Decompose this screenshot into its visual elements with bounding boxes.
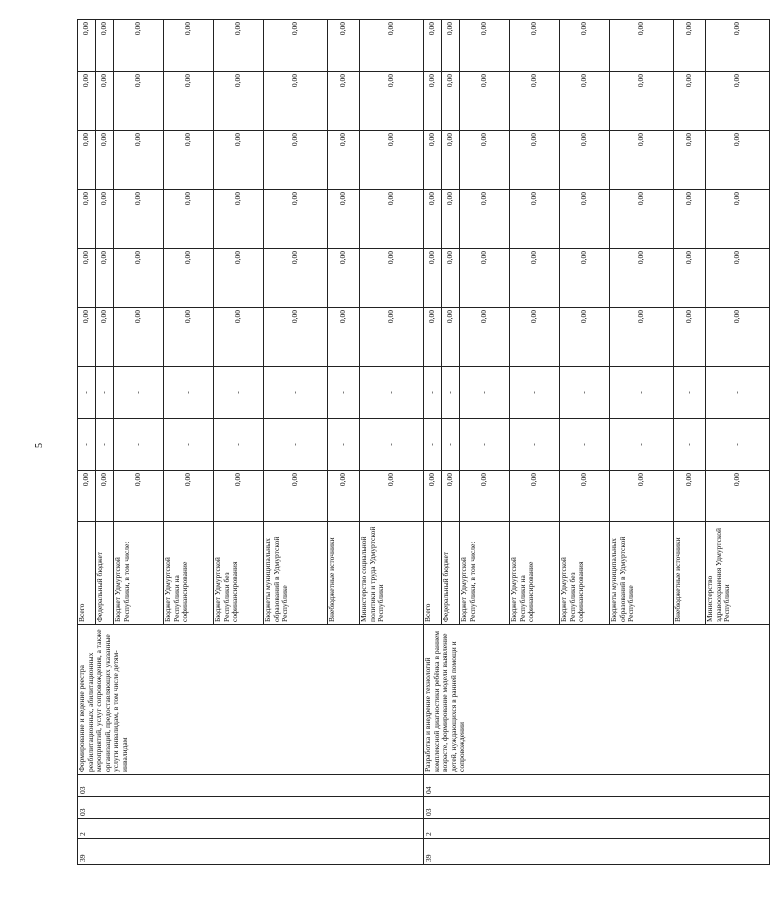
value-cell: 0,00 xyxy=(264,471,328,522)
value-cell: 0,00 xyxy=(674,190,706,249)
value-cell: 0,00 xyxy=(560,20,610,72)
value-cell: 0,00 xyxy=(328,190,360,249)
value-cell: 0,00 xyxy=(214,471,264,522)
value-cell: - xyxy=(442,419,460,471)
value-cell: 0,00 xyxy=(706,308,770,367)
value-cell: - xyxy=(164,367,214,419)
value-cell: 0,00 xyxy=(328,20,360,72)
value-cell: - xyxy=(264,419,328,471)
value-cell: 0,00 xyxy=(114,190,164,249)
value-cell: 0,00 xyxy=(96,131,114,190)
value-cell: 0,00 xyxy=(214,190,264,249)
value-cell: 0,00 xyxy=(214,131,264,190)
value-cell: 0,00 xyxy=(706,131,770,190)
value-cell: 0,00 xyxy=(360,131,424,190)
value-cell: - xyxy=(214,419,264,471)
value-cell: 0,00 xyxy=(78,72,96,131)
value-cell: 0,00 xyxy=(96,308,114,367)
value-cell: 0,00 xyxy=(360,249,424,308)
funding-source-cell: Министерство здравоохранения Удмуртской Республики xyxy=(706,522,770,625)
value-cell: - xyxy=(360,419,424,471)
funding-source-cell: Внебюджетные источники xyxy=(674,522,706,625)
value-cell: 0,00 xyxy=(328,249,360,308)
value-cell: - xyxy=(328,419,360,471)
value-cell: 0,00 xyxy=(560,471,610,522)
value-cell: 0,00 xyxy=(560,131,610,190)
value-cell: 0,00 xyxy=(360,20,424,72)
value-cell: 0,00 xyxy=(560,190,610,249)
value-cell: 0,00 xyxy=(328,471,360,522)
code-cell: 39 xyxy=(78,839,424,865)
value-cell: 0,00 xyxy=(264,131,328,190)
funding-source-cell: Министерство социальной политики и труда Удмуртской Республики xyxy=(360,522,424,625)
value-cell: 0,00 xyxy=(610,20,674,72)
value-cell: 0,00 xyxy=(424,471,442,522)
value-cell: 0,00 xyxy=(610,72,674,131)
value-cell: 0,00 xyxy=(164,72,214,131)
value-cell: - xyxy=(424,367,442,419)
value-cell: - xyxy=(424,419,442,471)
value-cell: 0,00 xyxy=(164,131,214,190)
value-cell: 0,00 xyxy=(460,308,510,367)
code-cell: 03 xyxy=(78,797,424,819)
value-cell: - xyxy=(560,419,610,471)
value-cell: 0,00 xyxy=(78,308,96,367)
value-cell: 0,00 xyxy=(78,471,96,522)
code-cell: 2 xyxy=(424,819,770,839)
value-cell: 0,00 xyxy=(328,308,360,367)
funding-source-cell: Бюджет Удмуртской Республики на софинансирование xyxy=(510,522,560,625)
budget-table xyxy=(77,19,770,865)
value-cell: 0,00 xyxy=(264,72,328,131)
value-cell: 0,00 xyxy=(360,471,424,522)
funding-source-cell: Бюджет Удмуртской Республики, в том числе: xyxy=(114,522,164,625)
value-cell: 0,00 xyxy=(610,308,674,367)
value-cell: 0,00 xyxy=(442,471,460,522)
value-cell: 0,00 xyxy=(264,249,328,308)
value-cell: 0,00 xyxy=(460,72,510,131)
funding-source-cell: Бюджеты муниципальных образований в Удмуртской Республике xyxy=(264,522,328,625)
value-cell: 0,00 xyxy=(78,131,96,190)
value-cell: 0,00 xyxy=(264,190,328,249)
value-cell: 0,00 xyxy=(706,471,770,522)
value-cell: 0,00 xyxy=(610,249,674,308)
value-cell: 0,00 xyxy=(442,249,460,308)
value-cell: - xyxy=(114,419,164,471)
value-cell: 0,00 xyxy=(264,308,328,367)
value-cell: 0,00 xyxy=(78,190,96,249)
value-cell: 0,00 xyxy=(674,471,706,522)
value-cell: 0,00 xyxy=(164,308,214,367)
value-cell: 0,00 xyxy=(328,131,360,190)
value-cell: 0,00 xyxy=(706,20,770,72)
value-cell: - xyxy=(460,367,510,419)
funding-source-cell: Бюджеты муниципальных образований в Удмуртской Республике xyxy=(610,522,674,625)
value-cell: 0,00 xyxy=(114,471,164,522)
value-cell: - xyxy=(610,367,674,419)
value-cell: - xyxy=(78,419,96,471)
value-cell: 0,00 xyxy=(442,308,460,367)
value-cell: 0,00 xyxy=(214,20,264,72)
measure-title-cell: Формирование и ведение реестра реабилитационных, абилитационных мероприятий, услуг сопровождения, а также организаций, предоставляющих указанные услуги инвалидам, в том числе детям-инвалидам xyxy=(78,625,424,775)
funding-source-cell: Всего xyxy=(424,522,442,625)
value-cell: - xyxy=(706,367,770,419)
value-cell: 0,00 xyxy=(610,471,674,522)
value-cell: 0,00 xyxy=(424,131,442,190)
value-cell: - xyxy=(164,419,214,471)
value-cell: 0,00 xyxy=(424,72,442,131)
table-row xyxy=(424,20,442,865)
value-cell: - xyxy=(610,419,674,471)
value-cell: - xyxy=(96,419,114,471)
value-cell: 0,00 xyxy=(360,308,424,367)
code-cell: 04 xyxy=(424,775,770,797)
value-cell: 0,00 xyxy=(78,249,96,308)
value-cell: 0,00 xyxy=(328,72,360,131)
funding-source-cell: Бюджет Удмуртской Республики без софинансирования xyxy=(214,522,264,625)
value-cell: 0,00 xyxy=(510,131,560,190)
value-cell: 0,00 xyxy=(214,249,264,308)
funding-source-cell: Бюджет Удмуртской Республики без софинансирования xyxy=(560,522,610,625)
table-row xyxy=(78,20,96,865)
value-cell: 0,00 xyxy=(510,471,560,522)
funding-source-cell: Внебюджетные источники xyxy=(328,522,360,625)
value-cell: 0,00 xyxy=(164,249,214,308)
value-cell: - xyxy=(460,419,510,471)
value-cell: - xyxy=(560,367,610,419)
value-cell: - xyxy=(706,419,770,471)
table-body xyxy=(78,20,770,865)
value-cell: 0,00 xyxy=(96,249,114,308)
value-cell: 0,00 xyxy=(360,190,424,249)
value-cell: 0,00 xyxy=(510,249,560,308)
code-cell: 39 xyxy=(424,839,770,865)
page-number: 5 xyxy=(34,443,45,448)
value-cell: - xyxy=(78,367,96,419)
value-cell: 0,00 xyxy=(460,131,510,190)
value-cell: 0,00 xyxy=(424,190,442,249)
measure-title-cell: Разработка и внедрение технологий комплексной диагностики ребёнка в раннем возрасте, формирование модели выявление детей, нуждающихся в ранней помощи и сопровождении xyxy=(424,625,770,775)
value-cell: 0,00 xyxy=(114,20,164,72)
value-cell: 0,00 xyxy=(460,471,510,522)
value-cell: 0,00 xyxy=(164,20,214,72)
value-cell: 0,00 xyxy=(510,308,560,367)
value-cell: 0,00 xyxy=(674,308,706,367)
value-cell: 0,00 xyxy=(560,249,610,308)
value-cell: 0,00 xyxy=(214,308,264,367)
value-cell: 0,00 xyxy=(164,190,214,249)
funding-source-cell: Федеральный бюджет xyxy=(96,522,114,625)
value-cell: 0,00 xyxy=(114,131,164,190)
value-cell: - xyxy=(214,367,264,419)
value-cell: 0,00 xyxy=(510,72,560,131)
value-cell: - xyxy=(674,419,706,471)
code-cell: 03 xyxy=(78,775,424,797)
value-cell: 0,00 xyxy=(510,20,560,72)
funding-source-cell: Федеральный бюджет xyxy=(442,522,460,625)
value-cell: 0,00 xyxy=(164,471,214,522)
value-cell: 0,00 xyxy=(114,249,164,308)
value-cell: 0,00 xyxy=(706,249,770,308)
value-cell: - xyxy=(96,367,114,419)
value-cell: - xyxy=(360,367,424,419)
value-cell: 0,00 xyxy=(460,190,510,249)
funding-source-cell: Бюджет Удмуртской Республики на софинансирование xyxy=(164,522,214,625)
value-cell: 0,00 xyxy=(96,20,114,72)
code-cell: 03 xyxy=(424,797,770,819)
value-cell: 0,00 xyxy=(424,249,442,308)
value-cell: 0,00 xyxy=(674,20,706,72)
value-cell: 0,00 xyxy=(674,72,706,131)
value-cell: 0,00 xyxy=(460,20,510,72)
value-cell: 0,00 xyxy=(706,72,770,131)
value-cell: - xyxy=(674,367,706,419)
value-cell: - xyxy=(114,367,164,419)
value-cell: 0,00 xyxy=(460,249,510,308)
funding-source-cell: Бюджет Удмуртской Республики, в том числе: xyxy=(460,522,510,625)
value-cell: - xyxy=(510,419,560,471)
value-cell: - xyxy=(442,367,460,419)
value-cell: 0,00 xyxy=(424,20,442,72)
value-cell: 0,00 xyxy=(610,131,674,190)
value-cell: 0,00 xyxy=(442,190,460,249)
value-cell: 0,00 xyxy=(674,249,706,308)
value-cell: 0,00 xyxy=(114,308,164,367)
value-cell: 0,00 xyxy=(560,72,610,131)
value-cell: - xyxy=(510,367,560,419)
value-cell: 0,00 xyxy=(96,471,114,522)
value-cell: 0,00 xyxy=(78,20,96,72)
value-cell: 0,00 xyxy=(96,190,114,249)
value-cell: 0,00 xyxy=(96,72,114,131)
value-cell: 0,00 xyxy=(114,72,164,131)
value-cell: 0,00 xyxy=(360,72,424,131)
value-cell: 0,00 xyxy=(442,72,460,131)
value-cell: 0,00 xyxy=(560,308,610,367)
value-cell: 0,00 xyxy=(674,131,706,190)
code-cell: 2 xyxy=(78,819,424,839)
value-cell: 0,00 xyxy=(214,72,264,131)
value-cell: 0,00 xyxy=(610,190,674,249)
value-cell: - xyxy=(328,367,360,419)
funding-source-cell: Всего xyxy=(78,522,96,625)
value-cell: 0,00 xyxy=(442,131,460,190)
value-cell: 0,00 xyxy=(264,20,328,72)
value-cell: 0,00 xyxy=(706,190,770,249)
value-cell: 0,00 xyxy=(510,190,560,249)
rotated-table-wrapper xyxy=(77,20,742,865)
value-cell: 0,00 xyxy=(442,20,460,72)
value-cell: - xyxy=(264,367,328,419)
value-cell: 0,00 xyxy=(424,308,442,367)
